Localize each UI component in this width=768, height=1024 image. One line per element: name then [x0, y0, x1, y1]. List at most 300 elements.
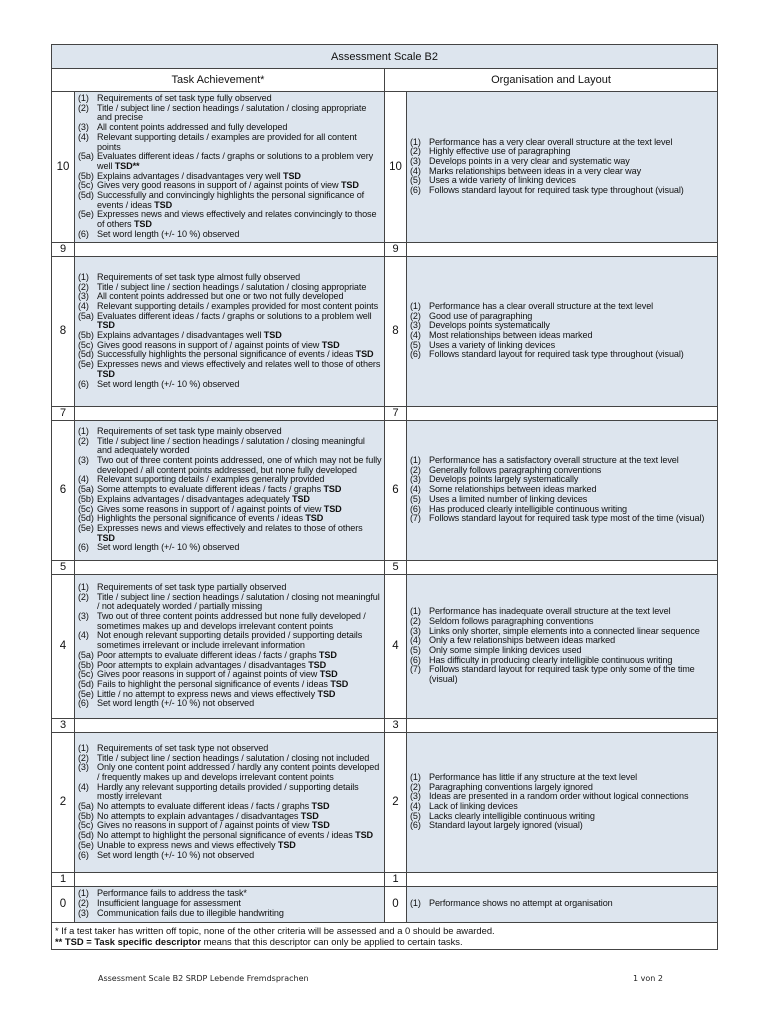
- descriptor-number: (3): [410, 791, 421, 802]
- descriptor-number: (5d): [78, 679, 94, 689]
- descriptor-text-body: All content points addressed but one or two not fully developed: [97, 291, 344, 302]
- descriptor-item: [410, 821, 715, 831]
- descriptor-text-body: Performance has a very clear overall structure at the text level: [429, 136, 673, 147]
- descriptor-number: (4): [78, 630, 89, 641]
- tsd-marker: TSD: [318, 649, 337, 660]
- tsd-marker: TSD: [319, 669, 338, 680]
- descriptor-text-body: Uses a variety of linking devices: [429, 339, 556, 350]
- descriptor-number: (3): [410, 156, 421, 167]
- descriptor-number: (3): [410, 625, 421, 636]
- descriptor-number: (2): [78, 435, 89, 446]
- descriptor-number: (2): [410, 310, 421, 321]
- descriptor-text-body: Marks relationships between ideas in a very clear way: [429, 165, 642, 176]
- descriptor-text-body: Develops points systematically: [429, 320, 550, 331]
- tsd-marker: TSD: [97, 532, 115, 543]
- descriptor-text-body: Relevant supporting details / examples provided for most content points: [97, 300, 379, 311]
- descriptor-text-body: Set word length (+/- 10 %) observed: [97, 228, 240, 239]
- descriptor-number: (1): [410, 771, 421, 782]
- descriptor-number: (1): [78, 742, 89, 753]
- descriptor-item: [410, 186, 715, 196]
- tsd-marker: TSD: [355, 830, 373, 841]
- descriptor-item: [78, 210, 382, 229]
- table-title: Assessment Scale B2: [52, 45, 718, 69]
- descriptor-text-body: Insufficient language for assessment: [97, 898, 241, 909]
- descriptor-number: (5d): [78, 349, 94, 360]
- descriptor-item: [78, 909, 382, 919]
- descriptor-number: (5d): [78, 513, 94, 524]
- descriptor-text-body: All content points addressed and fully developed: [97, 122, 288, 133]
- descriptor-text: [97, 909, 382, 919]
- descriptor-text-body: Ideas are presented in a random order without logical connections: [429, 791, 689, 802]
- footer-document-name: Assessment Scale B2 SRDP Lebende Fremdsprachen: [98, 974, 309, 983]
- tsd-marker: TSD: [321, 339, 340, 350]
- descriptor-text-body: Gives poor reasons in support of / against points of view: [97, 669, 318, 680]
- descriptor-number: (5): [410, 339, 421, 350]
- descriptor-text-body: Evaluates different ideas / facts / graphs or solutions to a problem well: [97, 310, 372, 321]
- organisation-descriptors: [407, 574, 718, 718]
- tsd-marker: TSD: [323, 503, 342, 514]
- descriptor-item: [78, 763, 382, 782]
- descriptor-text-body: Seldom follows paragraphing conventions: [429, 615, 594, 626]
- band-row: [52, 92, 718, 243]
- empty-cell: [407, 560, 718, 574]
- empty-cell: [75, 242, 385, 256]
- descriptor-text-body: Performance has a clear overall structure at the text level: [429, 300, 654, 311]
- score-cell: 8: [385, 256, 407, 406]
- descriptor-number: (3): [78, 611, 89, 622]
- descriptor-text-body: Most relationships between ideas marked: [429, 330, 593, 341]
- descriptor-number: (1): [78, 888, 89, 899]
- descriptor-number: (5d): [78, 190, 94, 201]
- task-achievement-descriptors: [75, 886, 385, 922]
- descriptor-text-body: Set word length (+/- 10 %) not observed: [97, 849, 255, 860]
- tsd-marker: TSD: [317, 688, 336, 699]
- band-row-zero: [52, 886, 718, 922]
- descriptor-text: [97, 133, 382, 152]
- score-cell: 3: [385, 718, 407, 732]
- empty-cell: [75, 872, 385, 886]
- score-cell: 1: [385, 872, 407, 886]
- descriptor-text-body: Expresses news and views effectively and relates well to those of others: [97, 359, 381, 370]
- score-cell: 7: [52, 406, 75, 420]
- score-cell: 1: [52, 872, 75, 886]
- descriptor-number: (4): [410, 165, 421, 176]
- descriptor-text-body: Lack of linking devices: [429, 801, 518, 812]
- descriptor-number: (4): [78, 474, 89, 485]
- descriptor-item: [410, 350, 715, 360]
- descriptor-number: (5e): [78, 359, 94, 370]
- footnotes: [52, 922, 718, 949]
- descriptor-number: (1): [78, 581, 89, 592]
- descriptor-text-body: Requirements of set task type fully observed: [97, 93, 272, 103]
- score-cell: 6: [52, 420, 75, 560]
- descriptor-text-body: Only a few relationships between ideas marked: [429, 635, 616, 646]
- tsd-marker: TSD: [323, 484, 342, 495]
- descriptor-item: [78, 699, 382, 709]
- descriptor-text-body: Relevant supporting details / examples are provided for all content points: [97, 131, 357, 152]
- descriptor-number: (5b): [78, 170, 94, 181]
- assessment-scale-table: [51, 44, 718, 950]
- descriptor-list: [410, 899, 715, 909]
- score-cell: 2: [52, 732, 75, 872]
- descriptor-text-body: Develops points in a very clear and systematic way: [429, 156, 630, 167]
- tsd-marker: TSD: [154, 199, 173, 210]
- descriptor-text-body: Follows standard layout for required task type only some of the time (visual): [429, 664, 695, 685]
- descriptor-item: [78, 543, 382, 553]
- descriptor-number: (3): [78, 122, 89, 133]
- footnote-off-topic: * If a test taker has written off topic, none of the other criteria will be assessed and a 0 should be awarded.: [55, 924, 495, 936]
- score-cell: 9: [385, 242, 407, 256]
- descriptor-text-body: Successfully highlights the personal significance of events / ideas: [97, 349, 354, 360]
- descriptor-text-body: Performance has little if any structure at the text level: [429, 771, 638, 782]
- score-cell: 0: [52, 886, 75, 922]
- descriptor-text-body: Standard layout largely ignored (visual): [429, 820, 583, 831]
- descriptor-item: [78, 380, 382, 390]
- descriptor-number: (5e): [78, 209, 94, 220]
- descriptor-number: (5a): [78, 151, 94, 162]
- descriptor-text-body: Expresses news and views effectively and relates to those of others: [97, 523, 363, 533]
- descriptor-list: [410, 302, 715, 360]
- descriptor-number: (5): [410, 645, 421, 656]
- descriptor-number: (6): [78, 849, 89, 860]
- descriptor-text-body: Title / subject line / section headings / salutation / closing appropriate and precise: [97, 102, 367, 123]
- descriptor-text-body: Gives no reasons in support of / against points of view: [97, 820, 310, 831]
- descriptor-number: (5a): [78, 310, 94, 321]
- descriptor-number: (2): [78, 281, 89, 292]
- task-achievement-descriptors: [75, 732, 385, 872]
- descriptor-number: (5a): [78, 484, 94, 495]
- descriptor-text-body: Requirements of set task type not observed: [97, 742, 269, 753]
- descriptor-list: [78, 427, 382, 553]
- band-row: [52, 256, 718, 406]
- score-cell: 10: [52, 92, 75, 243]
- descriptor-list: [78, 583, 382, 709]
- descriptor-number: (3): [78, 291, 89, 302]
- descriptor-number: (5e): [78, 688, 94, 699]
- descriptor-number: (5c): [78, 503, 94, 514]
- descriptor-text-body: Links only shorter, simple elements into a connected linear sequence: [429, 625, 700, 636]
- descriptor-number: (3): [78, 907, 89, 918]
- descriptor-text-body: Some attempts to evaluate different ideas / facts / graphs: [97, 484, 322, 495]
- descriptor-text-body: Gives good reasons in support of / against points of view: [97, 339, 320, 350]
- intermediate-score-row: [52, 406, 718, 420]
- column-header-organisation-layout: Organisation and Layout: [385, 69, 718, 92]
- descriptor-list: [78, 94, 382, 240]
- tsd-marker: TSD: [330, 679, 349, 689]
- descriptor-text-body: Good use of paragraphing: [429, 310, 533, 321]
- descriptor-item: [78, 152, 382, 171]
- descriptor-list: [410, 773, 715, 831]
- tsd-marker: TSD: [305, 513, 324, 524]
- descriptor-text-body: Poor attempts to evaluate different ideas / facts / graphs: [97, 649, 317, 660]
- tsd-marker: TSD: [311, 801, 330, 812]
- band-row: [52, 732, 718, 872]
- descriptor-text-body: Performance has inadequate overall structure at the text level: [429, 606, 671, 617]
- descriptor-text: [97, 763, 382, 782]
- descriptor-number: (5c): [78, 339, 94, 350]
- descriptor-text-body: Not enough relevant supporting details provided / supporting details sometimes irrelevant or include irrelevant information: [97, 630, 363, 651]
- descriptor-text-body: Has produced clearly intelligible continuous writing: [429, 503, 628, 514]
- descriptor-text-body: Title / subject line / section headings / salutation / closing meaningful and adequately worded: [97, 435, 365, 456]
- descriptor-text-body: Title / subject line / section headings / salutation / closing appropriate: [97, 281, 367, 292]
- descriptor-text-body: Unable to express news and views effectively: [97, 839, 276, 850]
- descriptor-text: [429, 350, 715, 360]
- descriptor-text-body: Explains advantages / disadvantages adequately: [97, 493, 290, 504]
- descriptor-number: (1): [410, 606, 421, 617]
- descriptor-number: (2): [78, 591, 89, 602]
- tsd-marker: TSD: [308, 659, 327, 670]
- descriptor-text-body: Uses a wide variety of linking devices: [429, 175, 576, 186]
- empty-cell: [75, 560, 385, 574]
- descriptor-text: [97, 104, 382, 123]
- descriptor-number: (5b): [78, 659, 94, 670]
- descriptor-item: [410, 514, 715, 524]
- descriptor-text-body: Some relationships between ideas marked: [429, 484, 597, 495]
- descriptor-item: [78, 191, 382, 210]
- descriptor-number: (1): [78, 425, 89, 436]
- descriptor-number: (1): [410, 136, 421, 147]
- descriptor-text-body: Gives some reasons in support of / against points of view: [97, 503, 322, 514]
- descriptor-text: [97, 783, 382, 802]
- footer-page-number: 1 von 2: [633, 974, 663, 983]
- descriptor-text-body: Requirements of set task type mainly observed: [97, 425, 282, 436]
- score-cell: 0: [385, 886, 407, 922]
- descriptor-number: (6): [410, 654, 421, 665]
- descriptor-number: (6): [410, 185, 421, 196]
- descriptor-number: (5): [410, 493, 421, 504]
- descriptor-number: (7): [410, 513, 421, 524]
- descriptor-text-body: Two out of three content points addressed, one of which may not be fully developed / all content points addressed, but none fully developed: [97, 455, 382, 475]
- score-cell: 3: [52, 718, 75, 732]
- descriptor-text-body: Explains advantages / disadvantages very well: [97, 170, 281, 181]
- organisation-descriptors: [407, 420, 718, 560]
- descriptor-number: (1): [78, 271, 89, 282]
- descriptor-number: (4): [410, 484, 421, 495]
- band-row: [52, 574, 718, 718]
- descriptor-text-body: Performance fails to address the task*: [97, 888, 247, 899]
- empty-cell: [75, 718, 385, 732]
- score-cell: 9: [52, 242, 75, 256]
- descriptor-item: [78, 312, 382, 331]
- descriptor-number: (7): [410, 664, 421, 675]
- descriptor-number: (2): [78, 898, 89, 909]
- descriptor-number: (5e): [78, 523, 94, 533]
- organisation-descriptors: [407, 92, 718, 243]
- descriptor-number: (6): [410, 503, 421, 514]
- descriptor-text-body: Only some simple linking devices used: [429, 645, 582, 656]
- descriptor-text: [429, 899, 715, 909]
- empty-cell: [407, 242, 718, 256]
- descriptor-text: [97, 851, 382, 861]
- score-cell: 6: [385, 420, 407, 560]
- descriptor-text-body: Evaluates different ideas / facts / graphs or solutions to a problem very well: [97, 151, 374, 171]
- descriptor-text-body: Fails to highlight the personal significance of events / ideas: [97, 679, 328, 689]
- descriptor-text-body: Has difficulty in producing clearly intelligible continuous writing: [429, 654, 673, 665]
- descriptor-number: (6): [78, 542, 89, 553]
- score-cell: 7: [385, 406, 407, 420]
- descriptor-number: (3): [410, 474, 421, 485]
- organisation-descriptors: [407, 732, 718, 872]
- intermediate-score-row: [52, 718, 718, 732]
- tsd-marker: TSD: [340, 180, 359, 191]
- descriptor-text-body: Performance has a satisfactory overall structure at the text level: [429, 455, 679, 466]
- descriptor-text-body: No attempts to explain advantages / disadvantages: [97, 810, 299, 821]
- descriptor-number: (2): [410, 781, 421, 792]
- descriptor-number: (5): [410, 810, 421, 821]
- descriptor-number: (4): [410, 801, 421, 812]
- footnote-tsd-term: ** TSD = Task specific descriptor: [55, 935, 201, 947]
- intermediate-score-row: [52, 872, 718, 886]
- descriptor-item: [78, 851, 382, 861]
- descriptor-item: [78, 104, 382, 123]
- descriptor-text: [97, 631, 382, 650]
- descriptor-text: [97, 152, 382, 171]
- descriptor-number: (4): [410, 330, 421, 341]
- descriptor-item: [410, 899, 715, 909]
- task-achievement-descriptors: [75, 92, 385, 243]
- descriptor-text-body: Set word length (+/- 10 %) not observed: [97, 698, 255, 709]
- empty-cell: [75, 406, 385, 420]
- descriptor-text-body: Expresses news and views effectively and relates convincingly to those of others: [97, 209, 377, 230]
- descriptor-text: [97, 360, 382, 379]
- intermediate-score-row: [52, 560, 718, 574]
- descriptor-text: [97, 210, 382, 229]
- footnote-tsd-definition: means that this descriptor can only be applied to certain tasks.: [200, 935, 463, 947]
- descriptor-number: (1): [410, 300, 421, 311]
- tsd-marker: TSD: [277, 839, 296, 850]
- descriptor-text: [97, 380, 382, 390]
- descriptor-number: (1): [410, 455, 421, 466]
- score-cell: 4: [385, 574, 407, 718]
- tsd-marker: TSD: [133, 219, 152, 230]
- descriptor-list: [410, 138, 715, 196]
- tsd-marker: TSD: [292, 493, 310, 504]
- descriptor-number: (1): [410, 898, 421, 909]
- descriptor-text-body: Generally follows paragraphing conventions: [429, 464, 602, 475]
- descriptor-text-body: Lacks clearly intelligible continuous writing: [429, 810, 595, 821]
- descriptor-number: (2): [78, 752, 89, 763]
- descriptor-number: (4): [78, 781, 89, 792]
- descriptor-text-body: Highly effective use of paragraphing: [429, 146, 571, 157]
- descriptor-text: [97, 699, 382, 709]
- descriptor-text: [97, 593, 382, 612]
- descriptor-text: [429, 186, 715, 196]
- descriptor-text-body: Communication fails due to illegible handwriting: [97, 907, 284, 918]
- tsd-marker: TSD: [97, 368, 115, 379]
- descriptor-text: [429, 665, 715, 684]
- descriptor-number: (5b): [78, 493, 94, 504]
- column-header-task-achievement: Task Achievement*: [52, 69, 385, 92]
- descriptor-text-body: Requirements of set task type partially observed: [97, 581, 287, 592]
- descriptor-number: (6): [78, 698, 89, 709]
- descriptor-number: (5c): [78, 669, 94, 680]
- descriptor-text: [97, 524, 382, 543]
- descriptor-item: [78, 612, 382, 631]
- page-footer: [98, 974, 663, 983]
- descriptor-text-body: Follows standard layout for required task type most of the time (visual): [429, 513, 705, 524]
- footnote-tsd: [55, 936, 714, 947]
- descriptor-item: [78, 524, 382, 543]
- descriptor-number: (6): [410, 349, 421, 360]
- tsd-marker: TSD: [283, 170, 301, 181]
- descriptor-item: [78, 456, 382, 475]
- tsd-marker: TSD**: [114, 160, 140, 171]
- descriptor-item: [78, 437, 382, 456]
- descriptor-text: [97, 612, 382, 631]
- descriptor-number: (5c): [78, 180, 94, 191]
- tsd-marker: TSD: [263, 330, 282, 341]
- descriptor-text-body: Set word length (+/- 10 %) observed: [97, 378, 240, 389]
- task-achievement-descriptors: [75, 574, 385, 718]
- descriptor-text: [97, 543, 382, 553]
- score-cell: 5: [385, 560, 407, 574]
- descriptor-text-body: Explains advantages / disadvantages well: [97, 330, 262, 341]
- descriptor-item: [78, 783, 382, 802]
- score-cell: 8: [52, 256, 75, 406]
- descriptor-number: (5b): [78, 810, 94, 821]
- score-cell: 2: [385, 732, 407, 872]
- descriptor-number: (5e): [78, 839, 94, 850]
- descriptor-text-body: Paragraphing conventions largely ignored: [429, 781, 593, 792]
- descriptor-text-body: Hardly any relevant supporting details provided / supporting details mostly irrelevant: [97, 781, 359, 802]
- descriptor-number: (5d): [78, 830, 94, 841]
- descriptor-item: [410, 665, 715, 684]
- descriptor-text-body: Little / no attempt to express news and views effectively: [97, 688, 316, 699]
- descriptor-item: [78, 133, 382, 152]
- tsd-marker: TSD: [300, 810, 319, 821]
- descriptor-item: [78, 230, 382, 240]
- descriptor-number: (2): [410, 146, 421, 157]
- descriptor-number: (6): [78, 228, 89, 239]
- descriptor-number: (3): [78, 762, 89, 773]
- descriptor-number: (5): [410, 175, 421, 186]
- descriptor-list: [410, 607, 715, 685]
- tsd-marker: TSD: [311, 820, 330, 831]
- footnote-row: [52, 922, 718, 949]
- descriptor-text-body: Gives very good reasons in support of / against points of view: [97, 180, 339, 191]
- descriptor-text-body: Follows standard layout for required task type throughout (visual): [429, 349, 684, 360]
- descriptor-text-body: Develops points largely systematically: [429, 474, 579, 485]
- descriptor-number: (6): [78, 378, 89, 389]
- descriptor-list: [410, 456, 715, 524]
- descriptor-list: [78, 273, 382, 389]
- descriptor-number: (5a): [78, 649, 94, 660]
- score-cell: 4: [52, 574, 75, 718]
- descriptor-number: (6): [410, 820, 421, 831]
- empty-cell: [407, 718, 718, 732]
- tsd-marker: TSD: [355, 349, 374, 360]
- descriptor-text: [97, 437, 382, 456]
- score-cell: 5: [52, 560, 75, 574]
- descriptor-number: (2): [78, 102, 89, 113]
- descriptor-text-body: Title / subject line / section headings / salutation / closing not included: [97, 752, 370, 763]
- descriptor-text-body: Follows standard layout for required task type throughout (visual): [429, 185, 684, 196]
- descriptor-text-body: Two out of three content points addressed but none fully developed / sometimes makes up and develops irrelevant content points: [97, 611, 366, 631]
- band-row: [52, 420, 718, 560]
- descriptor-number: (4): [78, 300, 89, 311]
- descriptor-text-body: Poor attempts to explain advantages / disadvantages: [97, 659, 306, 670]
- task-achievement-descriptors: [75, 256, 385, 406]
- descriptor-text: [97, 230, 382, 240]
- descriptor-number: (4): [78, 131, 89, 142]
- descriptor-item: [78, 631, 382, 650]
- descriptor-text-body: Successfully and convincingly highlights the personal significance of events / ideas: [97, 190, 365, 210]
- descriptor-number: (1): [78, 93, 89, 103]
- descriptor-number: (2): [410, 464, 421, 475]
- intermediate-score-row: [52, 242, 718, 256]
- descriptor-text-body: Set word length (+/- 10 %) observed: [97, 542, 240, 553]
- descriptor-text: [97, 312, 382, 331]
